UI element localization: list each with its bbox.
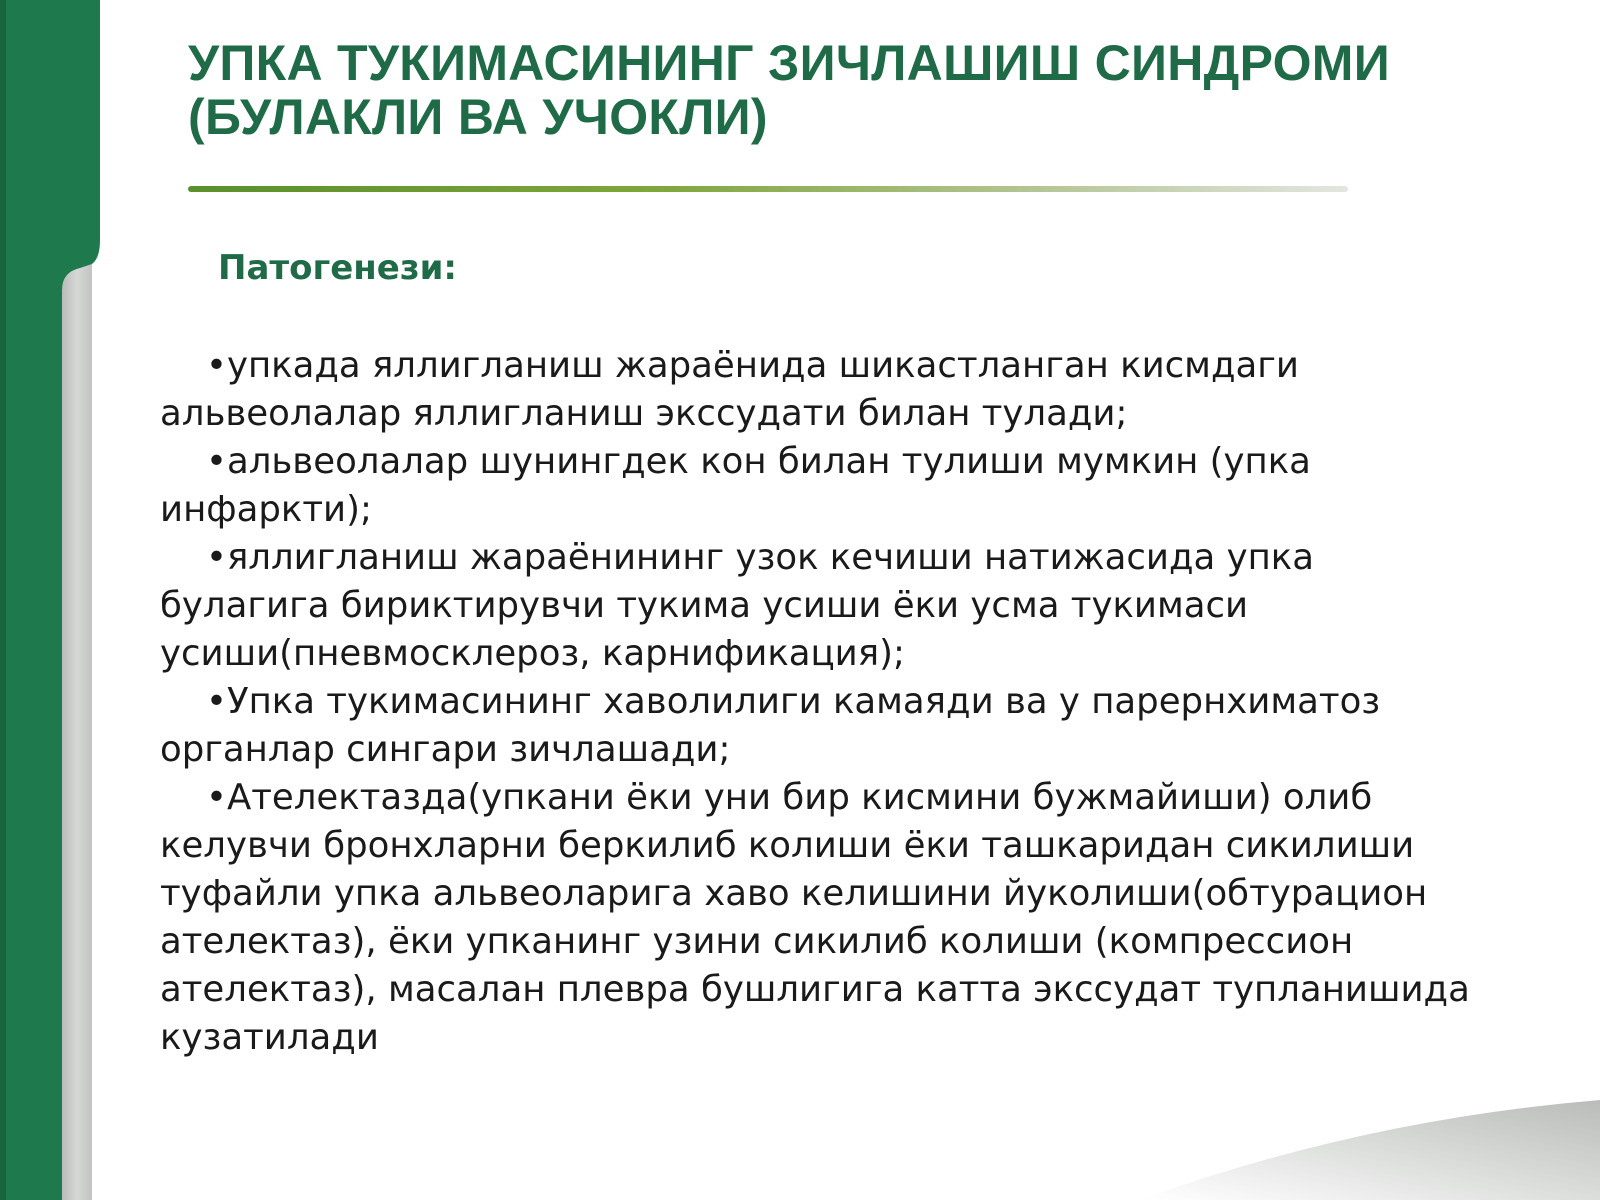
- corner-swoosh-decoration: [1140, 1080, 1600, 1200]
- bullet-item: •упкада яллигланиш жараёнида шикастланган кисмдаги альвеолалар яллигланиш экссудати билан тулади;: [160, 345, 1299, 434]
- title-divider: [188, 186, 1348, 192]
- bullet-item: •альвеолалар шунингдек кон билан тулиши мумкин (упка инфаркти);: [160, 441, 1311, 530]
- bullet-list: [160, 342, 1490, 1062]
- slide-title: [188, 36, 1518, 144]
- slide-title-line-2: (БУЛАКЛИ ВА УЧОКЛИ): [188, 89, 768, 145]
- slide-title-line-1: УПКА ТУКИМАСИНИНГ ЗИЧЛАШИШ СИНДРОМИ: [188, 35, 1390, 91]
- bullet-item: •яллигланиш жараёнининг узок кечиши натижасида упка булагига бириктирувчи тукима усиши ёки усма тукимаси усиши(пневмосклероз, карнификация);: [160, 537, 1315, 674]
- bullet-item: •Упка тукимасининг хаволилиги камаяди ва у парернхиматоз органлар сингари зичлашади;: [160, 681, 1381, 770]
- side-decoration-bar: [0, 0, 110, 1200]
- section-subtitle: Патогенези:: [218, 248, 458, 288]
- bullet-item: •Ателектазда(упкани ёки уни бир кисмини бужмайиши) олиб келувчи бронхларни беркилиб колиши ёки ташкаридан сикилиши туфайли упка альвеоларига хаво келишини йуколиши(обтурацион ателектаз), ёки упканинг узини сикилиб колиши (компрессион ателектаз), масалан плевра бушлигига катта экссудат тупланишида кузатилади: [160, 777, 1470, 1058]
